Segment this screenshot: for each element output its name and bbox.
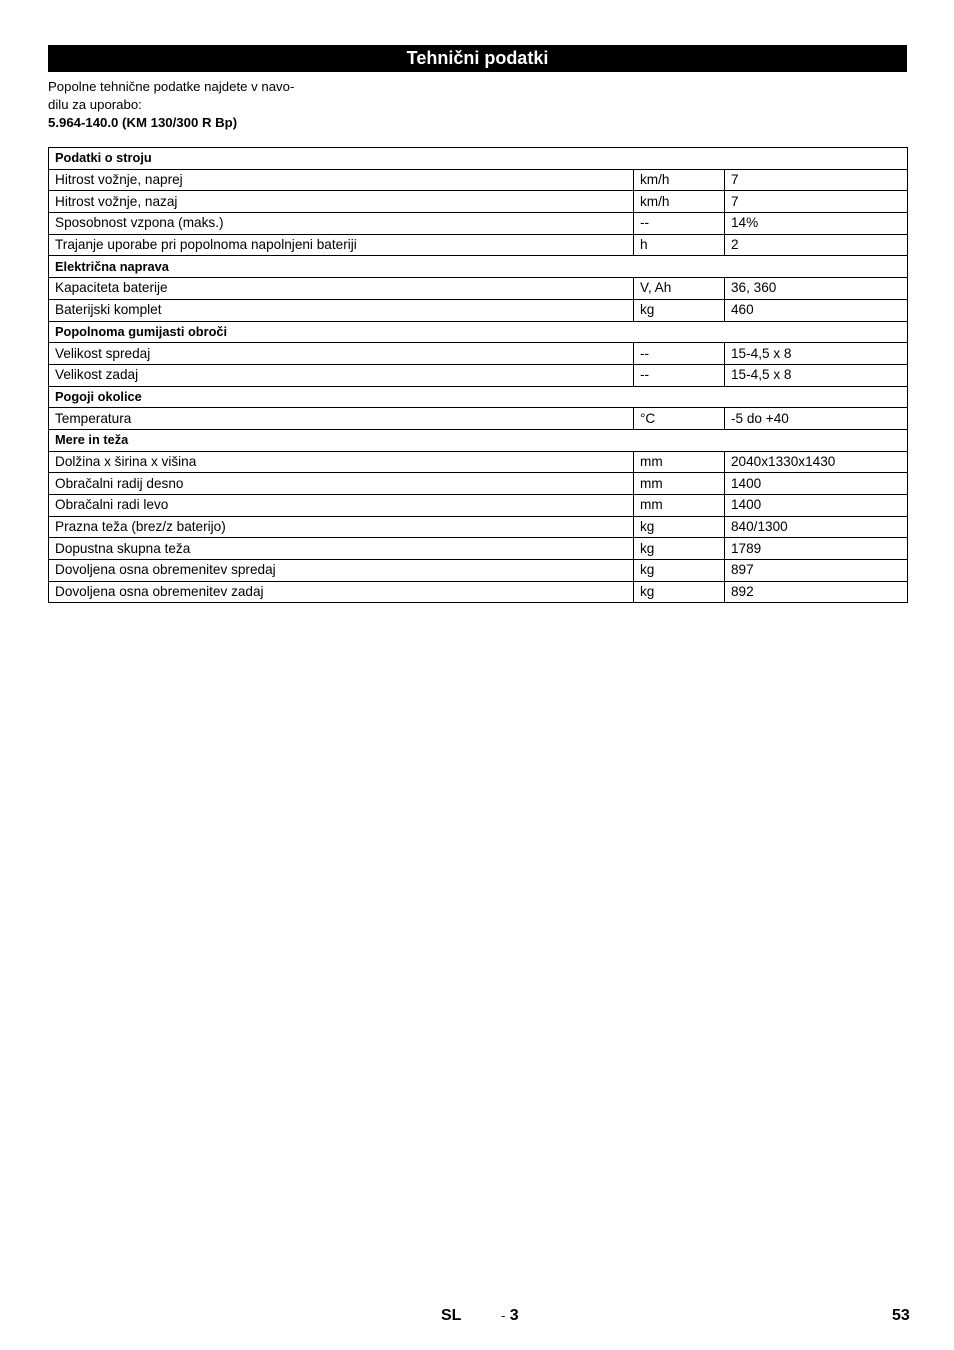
table-row: [49, 191, 908, 213]
table-row: [49, 364, 908, 386]
table-row: [49, 473, 908, 495]
footer-page-number: 53: [892, 1307, 910, 1324]
row-value: 14%: [725, 213, 908, 235]
section-header-row: [49, 148, 908, 170]
row-label: Obračalni radi levo: [49, 495, 634, 517]
row-unit: --: [634, 364, 725, 386]
row-unit: kg: [634, 538, 725, 560]
row-label: Dovoljena osna obremenitev spredaj: [49, 560, 634, 582]
row-unit: km/h: [634, 169, 725, 191]
row-value: 2: [725, 234, 908, 256]
row-value: 1400: [725, 473, 908, 495]
row-unit: --: [634, 343, 725, 365]
row-label: Dolžina x širina x višina: [49, 451, 634, 473]
row-value: 7: [725, 191, 908, 213]
row-label: Velikost zadaj: [49, 364, 634, 386]
row-value: 15-4,5 x 8: [725, 343, 908, 365]
table-row: [49, 343, 908, 365]
row-label: Kapaciteta baterije: [49, 278, 634, 300]
section-header-row: [49, 321, 908, 343]
intro-text: [48, 78, 348, 132]
table-row: [49, 169, 908, 191]
row-unit: km/h: [634, 191, 725, 213]
model-number: 5.964-140.0 (KM 130/300 R Bp): [48, 115, 238, 130]
row-label: Dovoljena osna obremenitev zadaj: [49, 581, 634, 603]
section-title: Električna naprava: [49, 256, 908, 278]
row-unit: --: [634, 213, 725, 235]
intro-line-1: Popolne tehnične podatke najdete v navo-: [48, 79, 295, 94]
row-label: Prazna teža (brez/z baterijo): [49, 516, 634, 538]
section-header-row: [49, 386, 908, 408]
row-unit: °C: [634, 408, 725, 430]
table-row: [49, 213, 908, 235]
row-value: 36, 360: [725, 278, 908, 300]
row-value: 892: [725, 581, 908, 603]
section-title: Popolnoma gumijasti obroči: [49, 321, 908, 343]
table-row: [49, 516, 908, 538]
row-label: Velikost spredaj: [49, 343, 634, 365]
row-label: Trajanje uporabe pri popolnoma napolnjeni bateriji: [49, 234, 634, 256]
row-label: Baterijski komplet: [49, 299, 634, 321]
row-label: Dopustna skupna teža: [49, 538, 634, 560]
footer-language: SL: [441, 1307, 462, 1324]
table-row: [49, 299, 908, 321]
row-value: 7: [725, 169, 908, 191]
footer-dash: -: [501, 1308, 506, 1323]
section-title: Podatki o stroju: [49, 148, 908, 170]
row-value: 2040x1330x1430: [725, 451, 908, 473]
table-row: [49, 581, 908, 603]
row-label: Hitrost vožnje, naprej: [49, 169, 634, 191]
row-label: Sposobnost vzpona (maks.): [49, 213, 634, 235]
footer-section-page: [501, 1307, 519, 1325]
page-title: Tehnični podatki: [48, 45, 907, 72]
section-title: Pogoji okolice: [49, 386, 908, 408]
row-unit: h: [634, 234, 725, 256]
table-row: [49, 560, 908, 582]
section-header-row: [49, 429, 908, 451]
row-unit: kg: [634, 516, 725, 538]
row-value: 840/1300: [725, 516, 908, 538]
row-unit: mm: [634, 451, 725, 473]
table-body: [49, 148, 908, 603]
table-row: [49, 538, 908, 560]
row-value: 1789: [725, 538, 908, 560]
footer-section-number: 3: [509, 1307, 519, 1324]
table-row: [49, 234, 908, 256]
intro-line-2: dilu za uporabo:: [48, 97, 142, 112]
row-unit: mm: [634, 473, 725, 495]
row-value: 460: [725, 299, 908, 321]
section-header-row: [49, 256, 908, 278]
section-title: Mere in teža: [49, 429, 908, 451]
row-unit: kg: [634, 560, 725, 582]
row-value: -5 do +40: [725, 408, 908, 430]
table-row: [49, 408, 908, 430]
row-value: 1400: [725, 495, 908, 517]
table-row: [49, 495, 908, 517]
row-value: 15-4,5 x 8: [725, 364, 908, 386]
technical-data-table: [48, 147, 908, 603]
row-label: Temperatura: [49, 408, 634, 430]
row-unit: V, Ah: [634, 278, 725, 300]
row-unit: kg: [634, 581, 725, 603]
row-label: Hitrost vožnje, nazaj: [49, 191, 634, 213]
row-label: Obračalni radij desno: [49, 473, 634, 495]
row-unit: kg: [634, 299, 725, 321]
row-unit: mm: [634, 495, 725, 517]
table-row: [49, 451, 908, 473]
row-value: 897: [725, 560, 908, 582]
table-row: [49, 278, 908, 300]
